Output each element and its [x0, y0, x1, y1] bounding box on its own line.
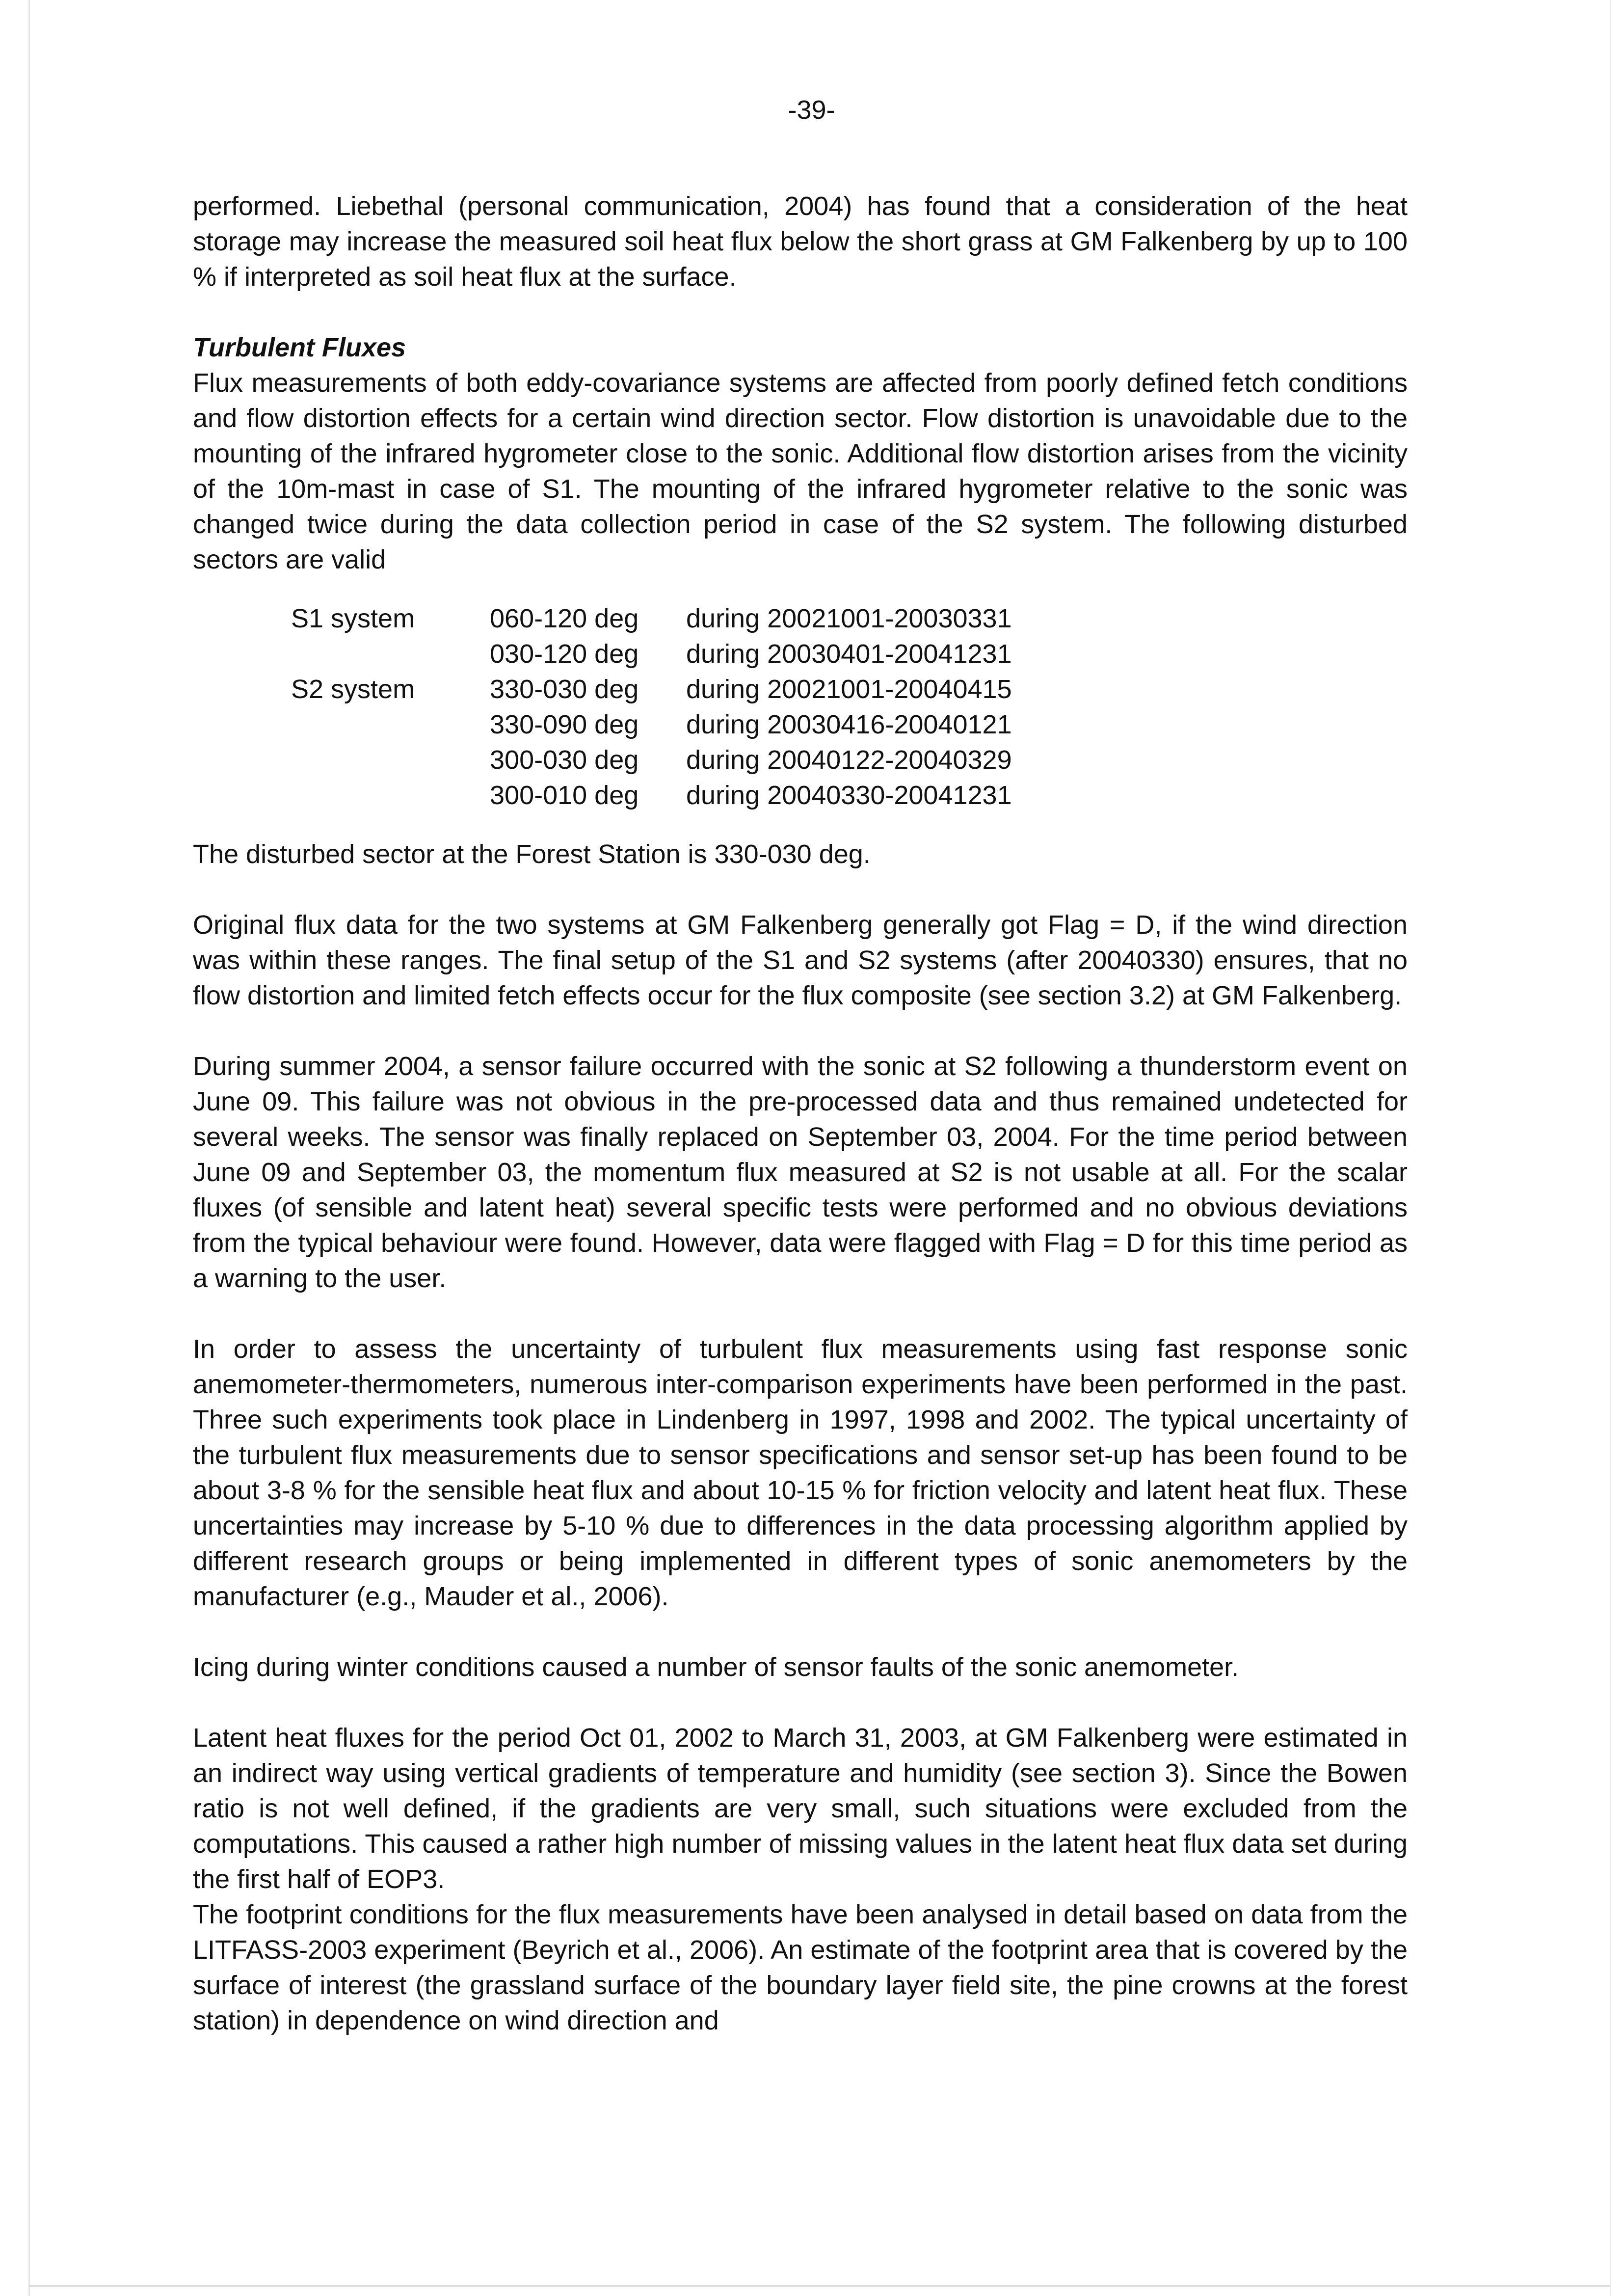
period-cell: during 20040122-20040329 [686, 745, 1012, 775]
body-text [193, 189, 1408, 2038]
paragraph-forest-sector: The disturbed sector at the Forest Station is 330-030 deg. [193, 839, 871, 869]
period-cell: during 20030401-20041231 [686, 639, 1012, 669]
paragraph-uncertainty: In order to assess the uncertainty of turbulent flux measurements using fast response sonic anemometer-thermometers, numerous inter-comparison experiments have been performed in the past. Three such experiments took place in Lindenberg in 1997, 1998 and 2002. The typical uncertainty of the turbulent flux measurements due to sensor specifications and sensor set-up has been found to be about 3-8 % for the sensible heat flux and about 10-15 % for friction velocity and latent heat flux. These uncertainties may increase by 5-10 % due to differences in the data processing algorithm applied by different research groups or being implemented in different types of sonic anemometers by the manufacturer (e.g., Mauder et al., 2006). [193, 1334, 1408, 1611]
period-cell: during 20040330-20041231 [686, 781, 1012, 810]
system-cell: S2 system [291, 675, 415, 704]
table-row [291, 672, 1012, 707]
scan-edge-left [28, 0, 30, 2296]
system-cell: S1 system [291, 604, 415, 633]
disturbed-sectors-table [291, 601, 1012, 813]
sector-range-cell: 060-120 deg [490, 604, 639, 633]
page-number: -39- [788, 95, 835, 125]
period-cell: during 20021001-20030331 [686, 604, 1012, 633]
system-cell [291, 707, 490, 742]
system-cell [291, 778, 490, 813]
sector-range-cell: 330-090 deg [490, 710, 639, 739]
paragraph-flag-d: Original flux data for the two systems at GM Falkenberg generally got Flag = D, if the wind direction was within these ranges. The final setup of the S1 and S2 systems (after 20040330) ensures, that no flow distortion and limited fetch effects occur for the flux composite (see section 3.2) at GM Falkenberg. [193, 910, 1408, 1010]
table-row [291, 636, 1012, 672]
sector-range-cell: 330-030 deg [490, 675, 639, 704]
sector-range-cell: 300-010 deg [490, 781, 639, 810]
paragraph-storage: performed. Liebethal (personal communication, 2004) has found that a consideration of the heat storage may increase the measured soil heat flux below the short grass at GM Falkenberg by up to 100 % if interpreted as soil heat flux at the surface. [193, 191, 1408, 292]
paragraph-flux-intro: Flux measurements of both eddy-covariance systems are affected from poorly defined fetch conditions and flow distortion effects for a certain wind direction sector. Flow distortion is unavoidable due to the mounting of the infrared hygrometer close to the sonic. Additional flow distortion arises from the vicinity of the 10m-mast in case of S1. The mounting of the infrared hygrometer relative to the sonic was changed twice during the data collection period in case of the S2 system. The following disturbed sectors are valid [193, 368, 1408, 574]
period-cell: during 20021001-20040415 [686, 675, 1012, 704]
paragraph-icing: Icing during winter conditions caused a number of sensor faults of the sonic anemometer. [193, 1652, 1239, 1682]
sector-range-cell: 300-030 deg [490, 745, 639, 775]
paragraph-latent-heat: Latent heat fluxes for the period Oct 01, 2002 to March 31, 2003, at GM Falkenberg were estimated in an indirect way using vertical gradients of temperature and humidity (see section 3). Since the Bowen ratio is not well defined, if the gradients are very small, such situations were excluded from the computations. This caused a rather high number of missing values in the latent heat flux data set during the first half of EOP3. [193, 1723, 1408, 1894]
table-row [291, 601, 1012, 636]
table-row [291, 778, 1012, 813]
section-heading: Turbulent Fluxes [193, 333, 406, 362]
sector-range-cell: 030-120 deg [490, 639, 639, 669]
period-cell: during 20030416-20040121 [686, 710, 1012, 739]
scan-edge-right [1610, 0, 1611, 2296]
table-row [291, 707, 1012, 742]
scan-edge-bottom [29, 2285, 1610, 2287]
system-cell [291, 742, 490, 778]
paragraph-sensor-failure: During summer 2004, a sensor failure occurred with the sonic at S2 following a thunderstorm event on June 09. This failure was not obvious in the pre-processed data and thus remained undetected for several weeks. The sensor was finally replaced on September 03, 2004. For the time period between June 09 and September 03, the momentum flux measured at S2 is not usable at all. For the scalar fluxes (of sensible and latent heat) several specific tests were performed and no obvious deviations from the typical behaviour were found. However, data were flagged with Flag = D for this time period as a warning to the user. [193, 1052, 1408, 1293]
system-cell [291, 636, 490, 672]
table-row [291, 742, 1012, 778]
paragraph-footprint: The footprint conditions for the flux measurements have been analysed in detail based on data from the LITFASS-2003 experiment (Beyrich et al., 2006). An estimate of the footprint area that is covered by the surface of interest (the grassland surface of the boundary layer field site, the pine crowns at the forest station) in dependence on wind direction and [193, 1900, 1408, 2035]
